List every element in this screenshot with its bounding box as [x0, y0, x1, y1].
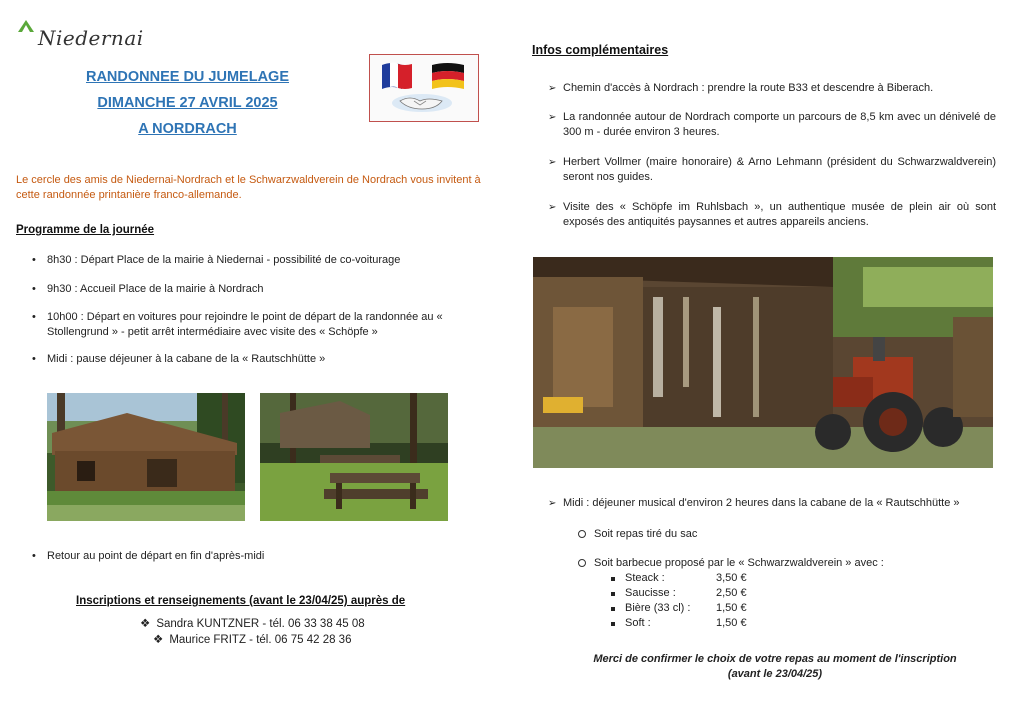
programme-heading: Programme de la journée	[16, 224, 155, 236]
menu-row: Soft : 1,50 €	[611, 617, 791, 631]
franco-german-flags-handshake-icon	[369, 54, 479, 122]
square-bullet-icon	[611, 592, 615, 596]
logo-mark-icon	[18, 20, 34, 32]
arrow-bullet-icon: ➢	[548, 83, 557, 94]
bullet-icon: •	[32, 311, 36, 323]
inscriptions-heading: Inscriptions et renseignements (avant le 23/04/25) auprès de	[76, 595, 406, 607]
logo-wordmark: Niedernai	[38, 26, 144, 50]
menu-row: Bière (33 cl) : 1,50 €	[611, 602, 791, 616]
diamond-bullet-icon: ❖	[140, 618, 151, 630]
bullet-icon: •	[32, 283, 36, 295]
confirm-note-line-1: Merci de confirmer le choix de votre repas au moment de l'inscription	[593, 653, 957, 665]
title-line-2: DIMANCHE 27 AVRIL 2025	[97, 95, 278, 111]
intro-text: Le cercle des amis de Niedernai-Nordrach et le Schwarzwaldverein de Nordrach vous invitent à cette randonnée printanière franco-allemande.	[16, 174, 481, 201]
confirm-note-line-2: (avant le 23/04/25)	[727, 668, 823, 680]
bullet-icon: •	[32, 353, 36, 365]
title-line-1: RANDONNEE DU JUMELAGE	[85, 69, 289, 85]
meal-option: Soit repas tiré du sac	[578, 528, 988, 540]
meal-option: Soit barbecue proposé par le « Schwarzwaldverein » avec :	[578, 557, 988, 569]
menu-row: Steack : 3,50 €	[611, 572, 791, 586]
niedernai-logo	[16, 18, 144, 50]
circle-bullet-icon	[578, 559, 586, 567]
diamond-bullet-icon: ❖	[153, 634, 164, 646]
bullet-icon: •	[32, 254, 36, 266]
arrow-bullet-icon: ➢	[548, 202, 557, 213]
arrow-bullet-icon: ➢	[548, 498, 557, 509]
title-line-3: A NORDRACH	[138, 121, 237, 137]
bullet-icon: •	[32, 550, 36, 562]
square-bullet-icon	[611, 622, 615, 626]
contact-sandra: ❖ Sandra KUNTZNER - tél. 06 33 38 45 08	[140, 618, 365, 630]
infos-heading: Infos complémentaires	[532, 43, 669, 57]
open-air-museum-tractor-photo	[533, 257, 993, 468]
picnic-tables-photo	[260, 393, 448, 521]
arrow-bullet-icon: ➢	[548, 112, 557, 123]
contact-maurice: ❖ Maurice FRITZ - tél. 06 75 42 28 36	[153, 634, 352, 646]
square-bullet-icon	[611, 607, 615, 611]
arrow-bullet-icon: ➢	[548, 157, 557, 168]
cabin-photo	[47, 393, 245, 521]
square-bullet-icon	[611, 577, 615, 581]
circle-bullet-icon	[578, 530, 586, 538]
menu-row: Saucisse : 2,50 €	[611, 587, 791, 601]
